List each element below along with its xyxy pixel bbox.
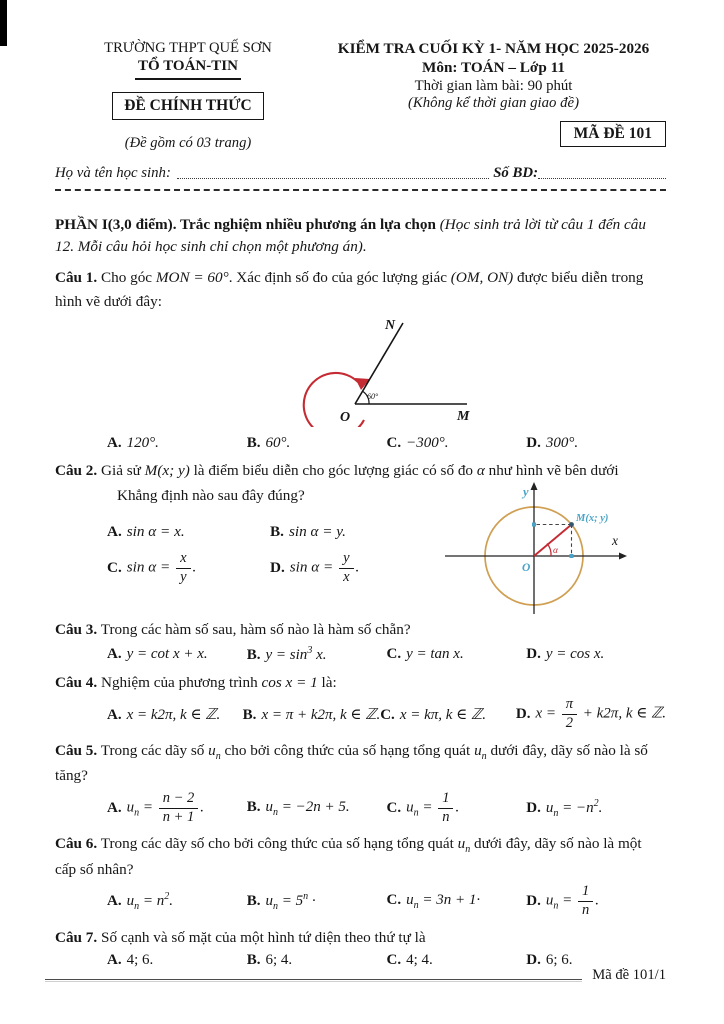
option-text: sin α = — [126, 558, 175, 576]
q5-option-c — [387, 791, 527, 825]
equals: = — [558, 892, 576, 909]
q3-option-b — [247, 645, 387, 664]
q5-option-b — [247, 799, 387, 818]
option-text-post: . — [192, 558, 197, 576]
question-6-options — [107, 884, 666, 918]
superscript: 2 — [593, 797, 599, 809]
q6-option-c — [387, 892, 527, 911]
subscript: n — [465, 844, 471, 856]
option-label: A. — [107, 645, 122, 662]
fraction — [159, 791, 199, 825]
department-name: TỔ TOÁN-TIN — [138, 58, 238, 74]
subscript: n — [553, 900, 559, 912]
question-1-text: Cho góc — [97, 269, 156, 287]
question-4-options — [107, 697, 666, 731]
u-symbol: u — [406, 799, 414, 816]
fraction — [578, 884, 593, 918]
unit-circle-svg — [437, 480, 632, 618]
question-7 — [55, 926, 666, 950]
question-5-text-3: dưới đây, dãy số nào là số tăng? — [55, 741, 648, 785]
part1-heading — [55, 214, 666, 260]
x-axis-label: x — [612, 533, 618, 549]
origin-label: O — [522, 562, 531, 575]
exam-duration: Thời gian làm bài: 90 phút — [414, 78, 573, 94]
option-label: C. — [386, 799, 402, 816]
option-label: C. — [380, 707, 395, 724]
student-name-blank — [177, 178, 489, 179]
u-symbol: u — [545, 892, 554, 909]
option-text: 6; 4. — [265, 952, 293, 969]
question-1-math-1: MON = 60° — [155, 269, 229, 287]
fraction-numerator: x — [176, 551, 190, 569]
option-label: B. — [242, 707, 257, 724]
question-4 — [55, 671, 666, 695]
question-2-text-2: là điểm biểu diễn cho góc lượng giác có số đo — [189, 462, 477, 480]
question-5-number: Câu 5. — [55, 741, 98, 759]
option-text: sin α = x. — [126, 523, 185, 541]
q2-option-d — [270, 551, 433, 585]
question-1 — [55, 266, 666, 313]
equals: = — [139, 799, 157, 816]
question-2 — [55, 459, 666, 611]
subscript: n — [413, 899, 419, 911]
u-symbol: u — [126, 892, 135, 909]
option-text: 4; 6. — [126, 952, 154, 969]
option-label: C. — [386, 891, 402, 908]
option-label: B. — [270, 523, 284, 541]
option-label: D. — [526, 952, 541, 969]
option-text: 120°. — [126, 435, 159, 452]
question-2-line2: Khẳng định nào sau đây đúng? — [117, 486, 305, 504]
u-symbol: u — [406, 891, 414, 908]
question-4-text-2: là: — [317, 673, 337, 691]
option-text: sin α = y. — [288, 523, 346, 541]
scan-artifact — [0, 0, 7, 46]
superscript: 3 — [307, 644, 313, 656]
option-text: x = k2π, k ∈ ℤ. — [126, 707, 221, 724]
fraction-numerator: 1 — [438, 791, 453, 809]
question-6-text-2: dưới đây, dãy số nào là một cấp số nhân? — [55, 835, 642, 878]
question-5-text: Trong các dãy số — [97, 741, 209, 759]
angle-figure-svg — [267, 317, 472, 427]
angle-60-label: 60° — [367, 392, 379, 402]
option-label: B. — [246, 435, 261, 452]
question-3-number: Câu 3. — [55, 621, 98, 639]
option-label: B. — [246, 798, 261, 815]
q4-option-c — [380, 705, 516, 724]
page-footer — [45, 967, 666, 984]
question-6-number: Câu 6. — [55, 835, 98, 853]
option-text: y = cos x. — [545, 645, 605, 662]
unit-circle-figure — [437, 480, 632, 626]
question-1-number: Câu 1. — [55, 269, 98, 287]
fraction-denominator: 2 — [565, 715, 574, 732]
fraction — [339, 551, 353, 585]
q6-option-b — [247, 891, 387, 912]
option-text-post: . — [595, 892, 599, 909]
question-1-options — [107, 435, 666, 452]
header-exam-block — [321, 40, 666, 152]
option-text: x = kπ, k ∈ ℤ. — [399, 707, 486, 724]
option-text-post: + k2π, k ∈ ℤ. — [579, 706, 667, 723]
point-m-label: M(x; y) — [576, 513, 609, 525]
question-4-number: Câu 4. — [55, 673, 98, 691]
option-label: C. — [386, 952, 402, 969]
option-label: A. — [107, 435, 122, 452]
option-text: = −2n + 5. — [278, 798, 350, 815]
q1-option-b — [247, 435, 387, 452]
q3-option-d — [526, 646, 666, 663]
q1-option-c — [387, 435, 527, 452]
question-3-options — [107, 645, 666, 664]
question-3-text: Trong các hàm số sau, hàm số nào là hàm số chẵn? — [97, 621, 411, 639]
exam-code-box: MÃ ĐỀ 101 — [560, 121, 666, 147]
option-text: y = tan x. — [406, 645, 464, 662]
u-symbol: u — [208, 741, 216, 759]
option-label: A. — [107, 952, 122, 969]
subscript: n — [273, 806, 279, 818]
header — [55, 40, 666, 152]
option-label: A. — [107, 799, 122, 816]
question-2-text: Giả sử — [97, 462, 145, 480]
u-symbol: u — [126, 799, 135, 816]
question-5-text-2: cho bởi công thức của số hạng tổng quát — [220, 741, 475, 759]
question-5-options — [107, 791, 666, 825]
option-text-post: . — [598, 799, 603, 816]
option-text: 4; 4. — [406, 952, 433, 969]
question-7-text: Số cạnh và số mặt của một hình tứ diện theo thứ tự là — [97, 928, 426, 946]
option-text: = n — [139, 892, 165, 909]
subscript: n — [134, 807, 140, 819]
option-label: A. — [107, 707, 122, 724]
pages-note: (Đề gồm có 03 trang) — [124, 134, 252, 151]
option-label: D. — [526, 892, 541, 909]
q4-option-a — [107, 705, 243, 724]
question-6 — [55, 832, 666, 881]
option-text-post: · — [308, 892, 316, 909]
fraction — [176, 551, 190, 585]
question-2-math-1: M(x; y) — [144, 462, 190, 480]
subscript: n — [273, 900, 279, 912]
part1-heading-italic: (Học sinh trả lời từ câu 1 đến câu 12. Mỗi câu hỏi học sinh chỉ chọn một phương án). — [55, 215, 646, 256]
option-text: = 5 — [278, 892, 304, 909]
fraction-denominator: n + 1 — [162, 808, 195, 825]
option-text-post: . — [455, 799, 460, 816]
dashed-separator — [55, 189, 666, 191]
q4-option-b — [243, 705, 381, 724]
header-school-block — [55, 40, 321, 152]
exam-title: KIỂM TRA CUỐI KỲ 1- NĂM HỌC 2025-2026 — [337, 40, 650, 57]
question-1-text-3: được biểu diễn trong hình vẽ dưới đây: — [55, 269, 644, 310]
subscript: n — [413, 807, 419, 819]
fraction-denominator: y — [180, 568, 187, 585]
question-4-math: cos x = 1 — [261, 673, 318, 691]
subscript: n — [215, 750, 221, 762]
angle-figure — [267, 317, 666, 432]
option-label: D. — [526, 645, 541, 662]
u-symbol: u — [265, 798, 274, 815]
option-label: D. — [515, 706, 531, 723]
option-text: 300°. — [545, 435, 579, 452]
option-label: A. — [107, 892, 122, 909]
footer-page-code: Mã đề 101/1 — [592, 967, 666, 983]
question-7-number: Câu 7. — [55, 928, 98, 946]
q2-option-b — [270, 520, 433, 544]
option-text: = 3n + 1· — [418, 891, 481, 908]
superscript: 2 — [164, 890, 170, 902]
student-info-row — [55, 165, 666, 182]
equals: = — [418, 799, 437, 816]
subscript: n — [553, 807, 559, 819]
question-1-math-2: (OM, ON) — [450, 269, 514, 287]
alpha-label: α — [553, 546, 558, 557]
option-label: B. — [246, 952, 261, 969]
question-6-text: Trong các dãy số cho bởi công thức của số hạng tổng quát — [97, 835, 458, 853]
option-label: C. — [107, 558, 122, 576]
option-label: D. — [526, 799, 541, 816]
option-label: B. — [246, 892, 261, 909]
question-2-math-2: α — [476, 462, 485, 480]
fraction-numerator: 1 — [578, 884, 593, 902]
student-id-blank — [538, 178, 666, 179]
option-text-post: . — [200, 799, 205, 816]
fraction-numerator: y — [339, 551, 353, 569]
question-2-number: Câu 2. — [55, 462, 98, 480]
q3-option-a — [107, 646, 247, 663]
option-text: −300°. — [406, 435, 449, 452]
y-axis-label: y — [523, 485, 529, 500]
fraction-numerator: n − 2 — [159, 791, 199, 809]
q6-option-d — [526, 884, 666, 918]
part1-heading-bold: PHẦN I(3,0 điểm). Trắc nghiệm nhiều phương án lựa chọn — [55, 215, 440, 233]
question-5 — [55, 739, 666, 788]
q3-option-c — [387, 646, 527, 663]
option-text-post: . — [169, 892, 173, 909]
u-symbol: u — [457, 835, 466, 853]
option-text: 60°. — [265, 435, 291, 452]
question-2-text-3: như hình vẽ bên dưới — [484, 462, 619, 480]
fraction-denominator: n — [442, 808, 450, 825]
fraction — [438, 791, 453, 825]
q1-option-a — [107, 435, 247, 452]
fraction-numerator: π — [562, 697, 577, 715]
official-exam-box: ĐỀ CHÍNH THỨC — [112, 92, 263, 120]
fraction — [562, 697, 577, 731]
exam-subject: Môn: TOÁN – Lớp 11 — [422, 59, 565, 76]
subscript: n — [134, 900, 140, 912]
point-o-label: O — [340, 410, 351, 426]
subscript: n — [481, 750, 487, 762]
question-1-text-2: . Xác định số đo của góc lượng giác — [228, 269, 451, 287]
q6-option-a — [107, 891, 247, 912]
option-text: sin α = — [289, 558, 338, 576]
q5-option-a — [107, 791, 247, 825]
q1-option-d — [526, 435, 666, 452]
option-label: C. — [386, 435, 402, 452]
q2-option-c — [107, 551, 270, 585]
u-symbol: u — [265, 892, 274, 909]
option-label: C. — [386, 645, 402, 662]
option-text: = −n — [558, 799, 594, 816]
option-label: D. — [526, 435, 541, 452]
q5-option-d — [526, 798, 666, 819]
option-text-post: x. — [312, 646, 327, 663]
footer-rule — [45, 979, 582, 980]
option-text: 6; 6. — [545, 952, 573, 969]
option-label: B. — [246, 646, 261, 663]
option-text: x = π + k2π, k ∈ ℤ. — [261, 707, 381, 724]
q4-option-d — [516, 697, 666, 731]
option-label: A. — [107, 523, 122, 541]
u-symbol: u — [474, 741, 482, 759]
option-label: D. — [270, 558, 285, 576]
option-text: x = — [535, 706, 560, 723]
student-name-label: Họ và tên học sinh: — [55, 164, 171, 181]
question-4-text: Nghiệm của phương trình — [97, 673, 262, 691]
option-text-post: . — [355, 558, 360, 576]
fraction-denominator: n — [581, 901, 590, 918]
option-text: y = cot x + x. — [126, 645, 208, 662]
superscript: n — [303, 890, 309, 902]
u-symbol: u — [545, 799, 554, 816]
exam-duration-note: (Không kể thời gian giao đề) — [407, 95, 580, 111]
student-id-label: Số BD: — [493, 164, 538, 181]
option-text: y = sin — [265, 646, 308, 663]
q2-option-a — [107, 520, 270, 544]
school-name: TRƯỜNG THPT QUẾ SƠN — [104, 40, 272, 56]
point-n-label: N — [385, 318, 396, 334]
fraction-denominator: x — [343, 568, 350, 585]
point-m-label: M — [457, 409, 470, 425]
